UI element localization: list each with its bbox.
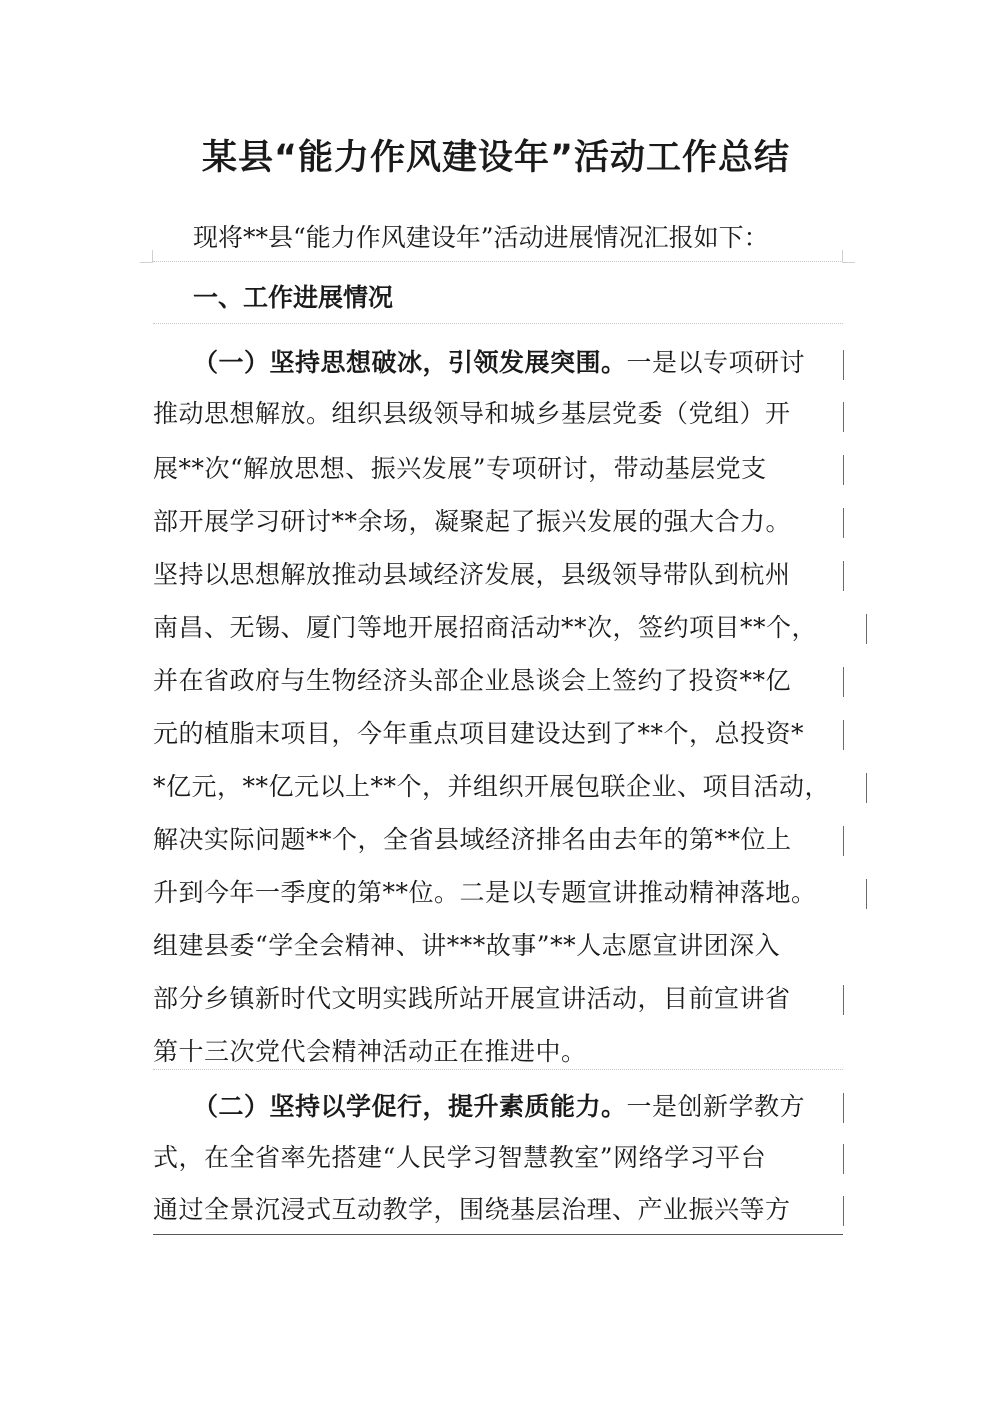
paragraph-lead: （二）坚持以学促行，提升素质能力。 [193, 1092, 627, 1121]
paragraph-line: 坚持以思想解放推动县域经济发展，县级领导带队到杭州 [153, 560, 791, 589]
page-bottom-rule [153, 1234, 843, 1235]
margin-mark [843, 350, 844, 380]
paragraph-line: 南昌、无锡、厦门等地开展招商活动**次，签约项目**个， [153, 613, 818, 642]
margin-mark [866, 879, 867, 909]
section-heading: 一、工作进展情况 [193, 283, 394, 312]
paragraph-line: 部分乡镇新时代文明实践所站开展宣讲活动，目前宣讲省 [153, 984, 791, 1013]
margin-mark [866, 773, 867, 803]
margin-mark [843, 561, 844, 591]
margin-mark [843, 1196, 844, 1226]
paragraph-line: 并在省政府与生物经济头部企业恳谈会上签约了投资**亿 [153, 666, 792, 695]
paragraph-line: 组建县委“学全会精神、讲***故事”**人志愿宣讲团深入 [153, 931, 781, 960]
margin-mark [843, 720, 844, 750]
margin-mark [843, 1093, 844, 1123]
margin-mark [843, 402, 844, 432]
margin-mark [843, 667, 844, 697]
crop-mark [140, 250, 153, 263]
paragraph-line: 推动思想解放。组织县级领导和城乡基层党委（党组）开 [153, 399, 791, 428]
paragraph-line: 解决实际问题**个，全省县域经济排名由去年的第**位上 [153, 825, 792, 854]
paragraph-text: 一是以专项研讨 [626, 348, 806, 377]
paragraph-text: 一是创新学教方 [626, 1092, 806, 1121]
paragraph-line: 通过全景沉浸式互动教学，围绕基层治理、产业振兴等方 [153, 1195, 791, 1224]
margin-mark [843, 826, 844, 856]
paragraph-line [193, 345, 805, 381]
line-divider [153, 261, 843, 262]
intro-paragraph: 现将**县“能力作风建设年”活动进展情况汇报如下： [193, 223, 769, 252]
margin-mark [843, 1144, 844, 1174]
paragraph-line: 升到今年一季度的第**位。二是以专题宣讲推动精神落地。 [153, 878, 817, 907]
line-divider [153, 1069, 843, 1070]
paragraph-line: 部开展学习研讨**余场，凝聚起了振兴发展的强大合力。 [153, 507, 792, 536]
margin-mark [843, 455, 844, 485]
document-title: 某县“能力作风建设年”活动工作总结 [201, 138, 790, 178]
paragraph-line: *亿元，**亿元以上**个，并组织开展包联企业、项目活动， [153, 772, 831, 801]
margin-mark [843, 508, 844, 538]
paragraph-line: 展**次“解放思想、振兴发展”专项研讨，带动基层党支 [153, 454, 767, 483]
paragraph-line: 元的植脂末项目，今年重点项目建设达到了**个，总投资* [153, 719, 805, 748]
paragraph-line: 第十三次党代会精神活动正在推进中。 [153, 1037, 587, 1066]
line-divider [153, 323, 843, 324]
paragraph-line [193, 1089, 805, 1125]
margin-mark [866, 614, 867, 644]
crop-mark [842, 250, 855, 263]
paragraph-line: 式，在全省率先搭建“人民学习智慧教室”网络学习平台 [153, 1143, 767, 1172]
margin-mark [843, 985, 844, 1015]
paragraph-lead: （一）坚持思想破冰，引领发展突围。 [193, 348, 627, 377]
